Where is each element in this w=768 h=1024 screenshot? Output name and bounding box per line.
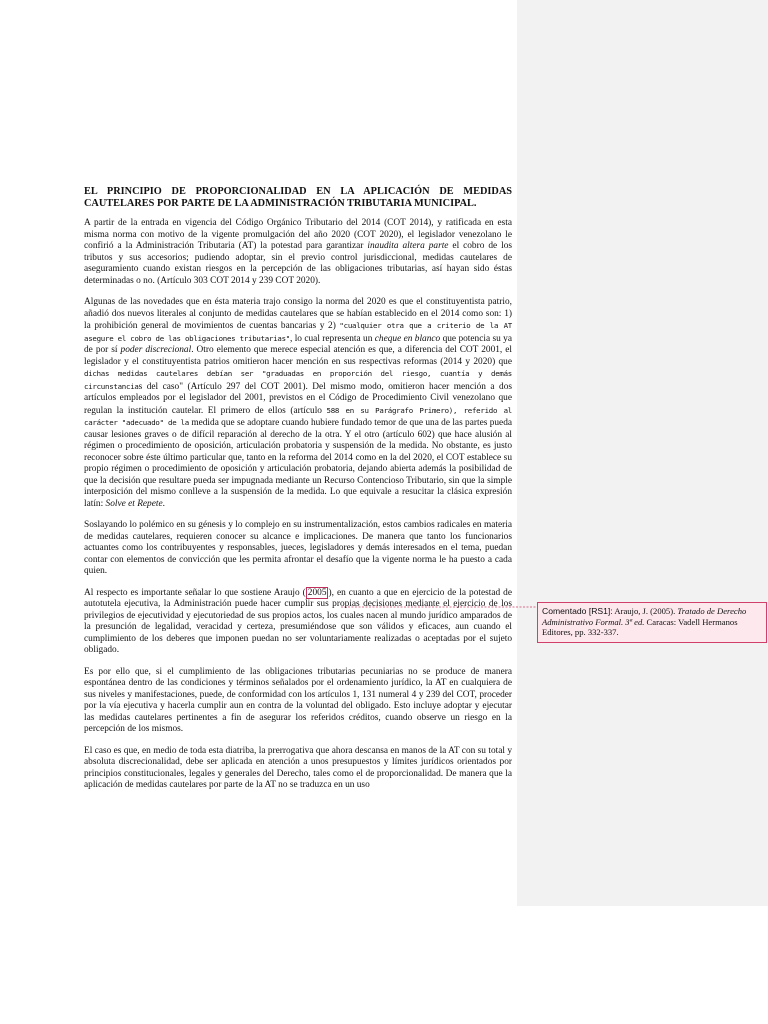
paragraph-2-italic-latin: Solve et Repete [105, 498, 163, 509]
comment-author-tag: Comentado [RS1]: [542, 606, 613, 616]
paragraph-2-text-e: que potencia su ya de por sí [84, 333, 512, 355]
document-title: EL PRINCIPIO DE PROPORCIONALIDAD EN LA APLICACIÓN DE MEDIDAS CAUTELARES POR PARTE DE LA ADMINISTRACIÓN TRIBUTARIA MUNICIPAL. [84, 186, 512, 209]
paragraph-2-text-i: s del caso" [138, 381, 184, 392]
comment-balloon[interactable] [537, 602, 767, 643]
paragraph-2-italic-cheque: cheque en blanco [374, 333, 441, 344]
paragraph-5: Es por ello que, si el cumplimiento de las obligaciones tributarias pecuniarias no se produce de manera espontánea dentro de las condiciones y términos señalados por el ordenamiento jurídico, la AT en cualquiera de sus niveles y manifestaciones, puede, de conformidad con los artículos 1, 131 numeral 4 y 239 del COT, proceder por la vía ejecutiva y hacerla cumplir aun en contra de la voluntad del obligado. Esto incluye adoptar y ejecutar las medidas cautelares pertinentes a fin de asegurar los referidos créditos, cuando observe un riesgo en la percepción de los mismos. [84, 666, 512, 734]
paragraph-1-italic: inaudita altera parte [367, 241, 449, 251]
paragraph-2-text-l: medida que se adoptare cuando hubiere fundado temor de que una de las partes pueda causar lesiones graves o de difícil reparación al derecho de la otra. Y el otro (artículo 602) que hace alusión al régimen o procedimiento de oposición, articulación probatoria y suspensión de la medida. No obstante, es justo reconocer sobre éste último particular que, tanto en la reforma del 2014 como en la del 2020, el COT establece su propio régimen o procedimiento de oposición y articulación probatoria, dejando abierta además la posibilidad de que la decisión que resultare pueda ser impugnada mediante un Recurso Contencioso Tributario, sin que la simple interposición del mismo conlleve a la suspensión de la medida. Lo que equivale a resucitar la clásica expresión latín: [84, 418, 513, 509]
document-body [84, 186, 512, 802]
comment-text-italic: Tratado de Derecho Administrativo Formal. 3ª ed. [542, 606, 747, 627]
paragraph-1-text-a: A partir de la entrada en vigencia del Código Orgánico Tributario del 2014 (COT 2014), y ratificada en esta misma norma con motivo de la vigente promulgación del año 2020 (COT 2020), el legislador venezolano le confirió a la Administración Tributaria (AT) la potestad para garantizar [84, 218, 512, 251]
paragraph-2-text-c: , lo cual representa un [290, 333, 375, 344]
paragraph-4-text-c: ), en cuanto a que en ejercicio de la potestad de autotutela ejecutiva, la Administración puede hacer cumplir sus propias decisiones mediante el ejercicio de los privilegios de ejecutividad y ejecutoriedad de sus propios actos, los cuales nacen al mundo jurídico amparados de la presunción de legalidad, veracidad y certeza, presumiéndose que son válidos y eficaces, aun cuando el cumplimiento de los deberes que imponen puedan no ser voluntariamente realizadas o aceptadas por el sujeto obligado. [84, 587, 513, 655]
paragraph-1-text-c: el cobro de los tributos y sus accesorios; pudiendo adoptar, sin el previo control jurisdiccional, medidas cautelares de aseguramiento cuando existan riesgos en la percepción de las obligaciones tributarias, así hayan sido éstas determinadas o no. (Artículo 303 COT 2014 y 239 COT 2020). [84, 241, 512, 286]
paragraph-1 [84, 218, 512, 287]
paragraph-2-handwritten-articulo: 588 en su Parágrafo Primero), referido al carácter "adecuado" de la [84, 405, 512, 427]
paragraph-2 [84, 297, 512, 510]
comment-text-a: Araujo, J. (2005). [612, 606, 678, 616]
paragraph-2-italic-poder: poder discrecional [120, 345, 192, 355]
comment-anchor-2005[interactable]: 2005 [307, 587, 327, 598]
paragraph-2-quote-handwritten: "cualquier otra que a criterio de la AT asegure el cobro de las obligaciones tributarias" [84, 321, 512, 343]
paragraph-4 [84, 588, 512, 657]
paragraph-2-text-n: . [162, 498, 165, 509]
paragraph-2-text-g: . Otro elemento que merece especial atención es que, a diferencia del COT 2001, el legislador y el constituyentista patrios omitieron hacer mención en sus respectivas reformas (2014 y 2020) que [84, 345, 512, 367]
comment-margin-pane [517, 0, 768, 906]
paragraph-2-handwritten-medidas: dichas medidas cautelares debían ser "graduadas en proporción del riesgo, cuantía y demás circunstancia [84, 369, 512, 391]
comment-text-c: Caracas: Vadell Hermanos Editores, pp. 332-337. [542, 616, 738, 637]
paragraph-2-text-a: Algunas de las novedades que en ésta materia trajo consigo la norma del 2020 es que el constituyentista patrio, añadió dos nuevos literales al conjunto de medidas cautelares que se habían establecido en el 2014 como son: 1) la prohibición general de movimientos de cuentas bancarias y 2) [84, 297, 512, 331]
paragraph-6: El caso es que, en medio de toda esta diatriba, la prerrogativa que ahora descansa en manos de la AT con su total y absoluta discrecionalidad, debe ser aplicada en atención a unos presupuestos y límites jurídicos orientados por principios constitucionales, legales y generales del Derecho, tales como el de proporcionalidad. De manera que la aplicación de medidas cautelares por parte de la AT no se traduzca en un uso [84, 745, 512, 790]
paragraph-4-text-a: Al respecto es importante señalar lo que sostiene Araujo ( [84, 587, 306, 598]
paragraph-3: Soslayando lo polémico en su génesis y lo complejo en su instrumentalización, estos cambios radicales en materia de medidas cautelares, requieren conocer su alcance e implicaciones. De manera que tanto los funcionarios actuantes como los contribuyentes y responsables, jueces, legisladores y demás interesados en el tema, puedan contar con elementos de convicción que les permita afrontar el desafío que la vigente norma le ha puesto a cada quien. [84, 520, 512, 576]
paragraph-2-text-j: (Artículo 297 del COT 2001). Del mismo modo, omitieron hacer mención a dos artículos empleados por el legislador del 2001, previstos en el Código de Procedimiento Civil venezolano que regulan la institución cautelar. El primero de ellos (artículo [84, 381, 513, 416]
